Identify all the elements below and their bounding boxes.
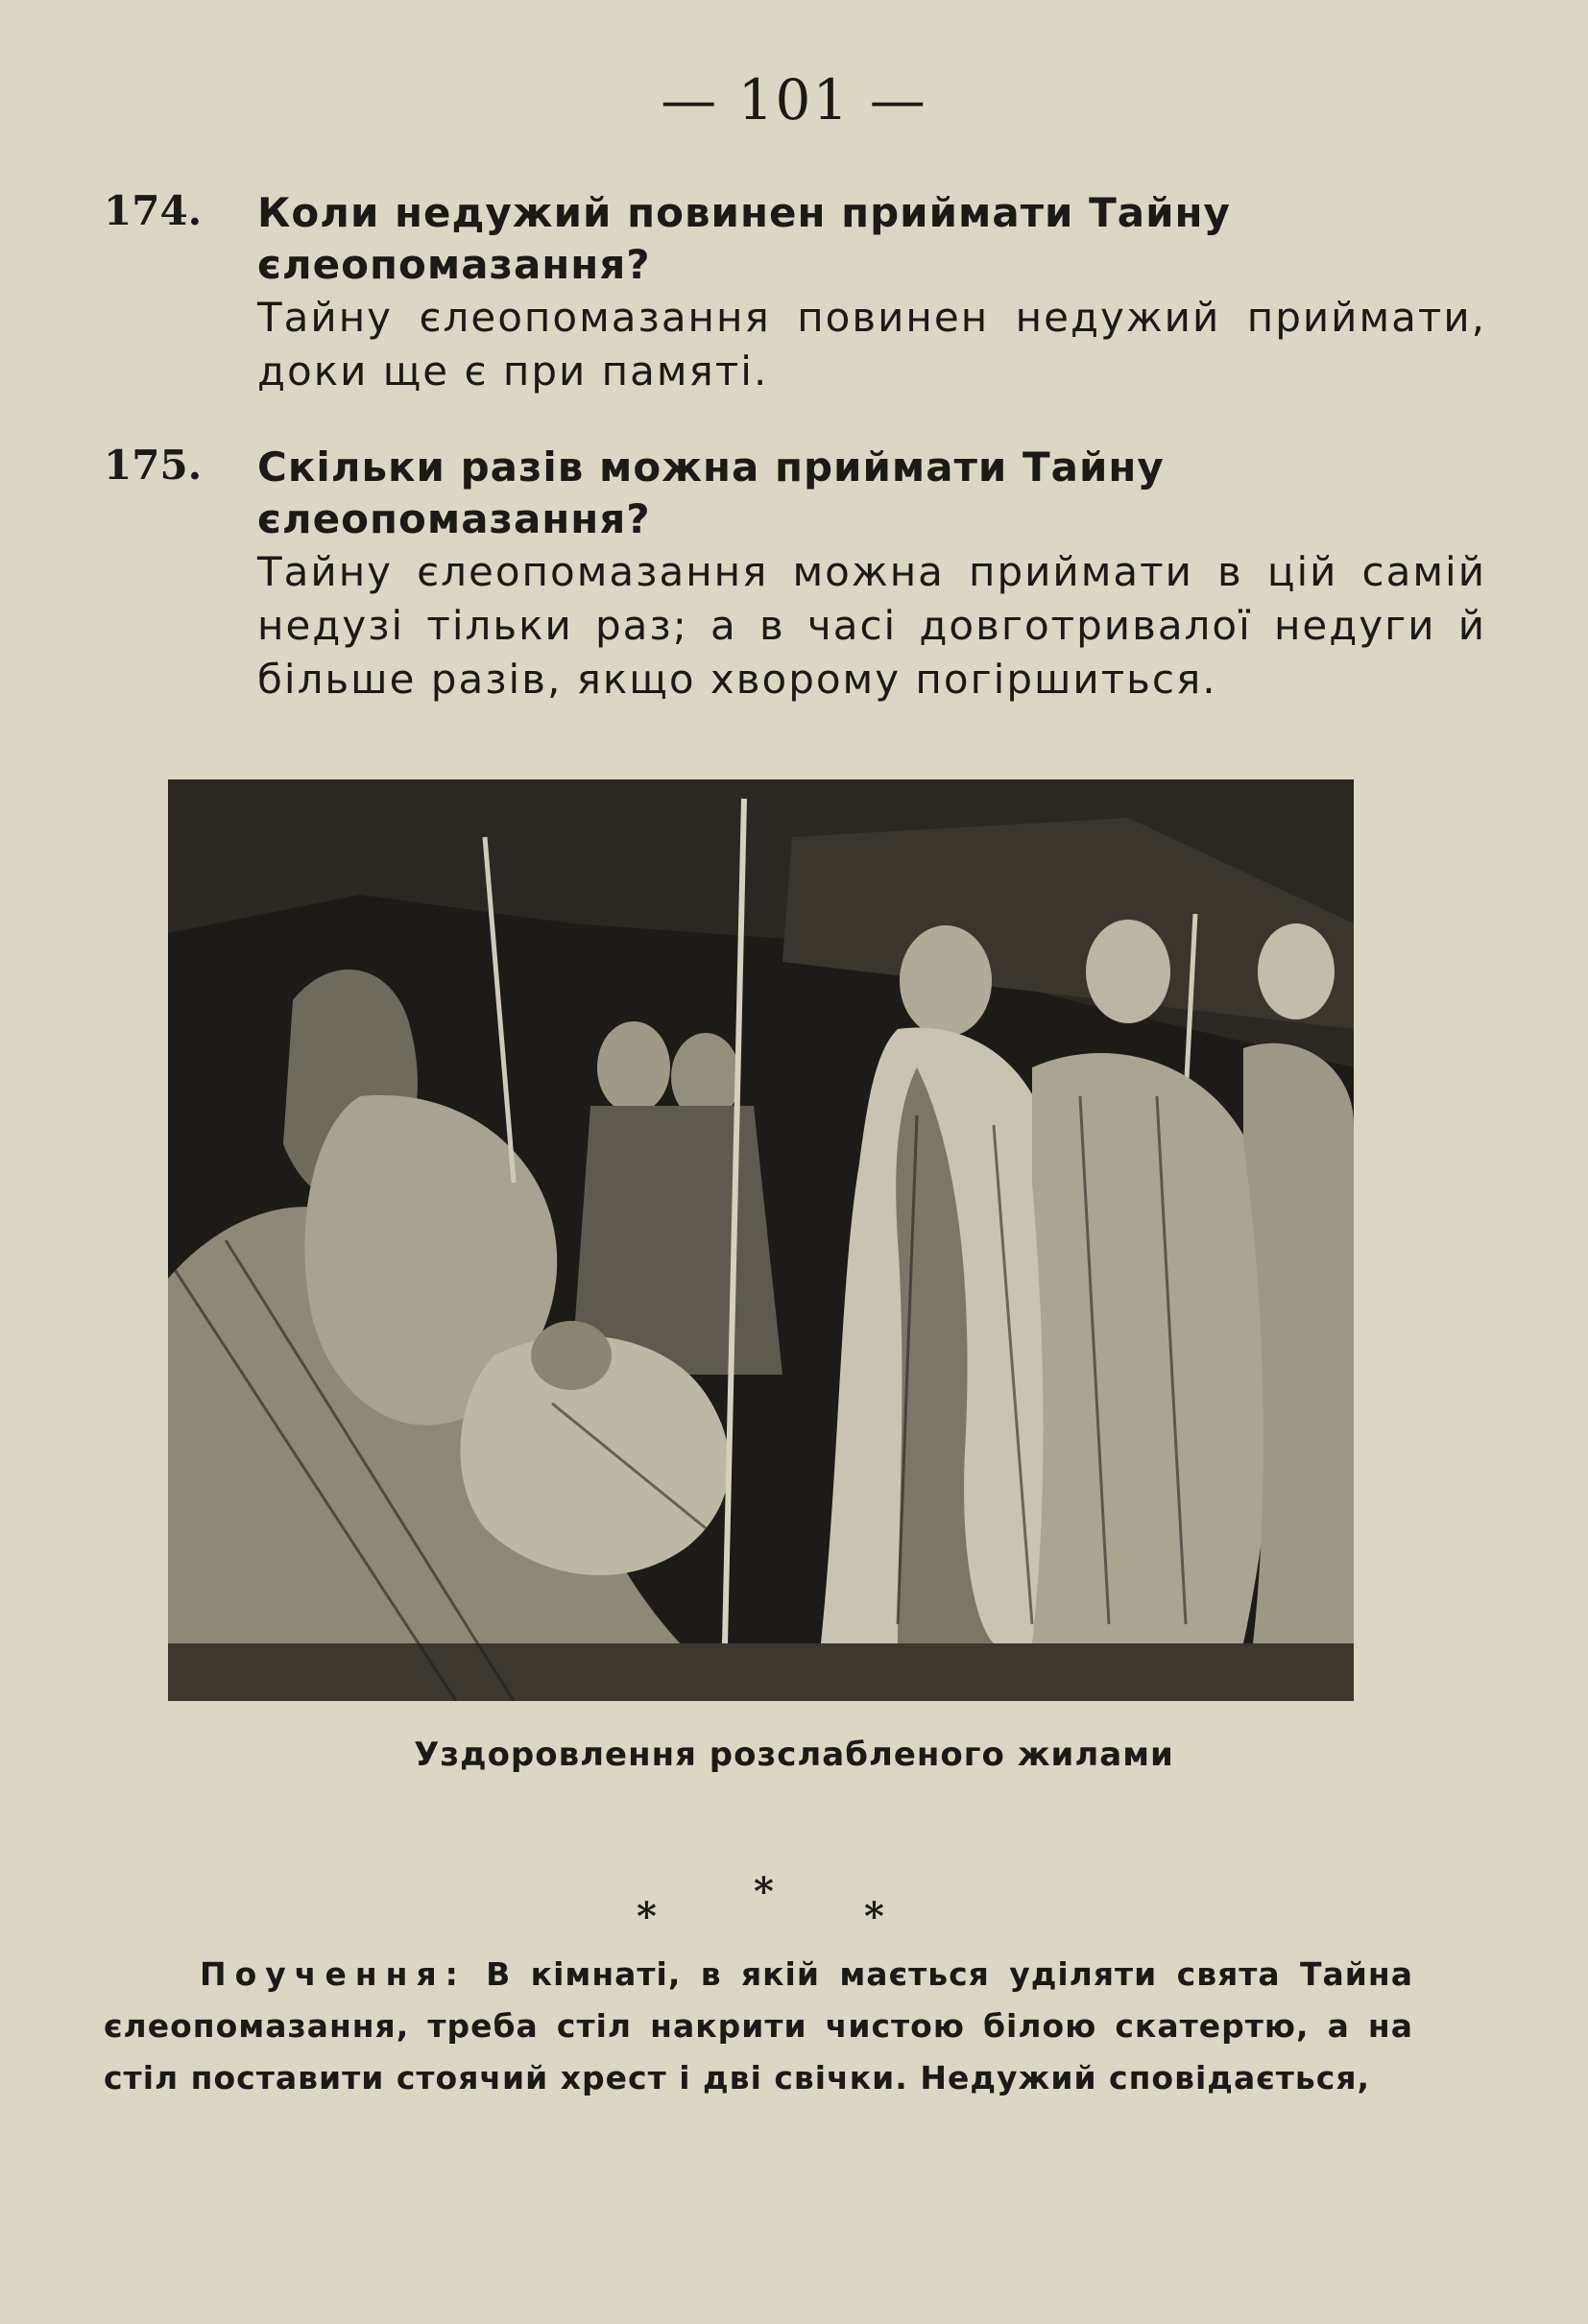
question-block-175 bbox=[104, 442, 1486, 707]
teaching-text: В кімнаті, в якій мається уділяти свята Тайна єлеопомазання, треба стіл накрити чистою білою скатертю, а на стіл поставити стоячий хрест і дві свічки. Недужий сповідається, bbox=[104, 1955, 1413, 2096]
engraving-picture bbox=[168, 779, 1354, 1701]
asterisk: * bbox=[637, 1894, 657, 1939]
answer-text: Тайну єлеопомазання повинен недужий приймати, доки ще є при памяті. bbox=[257, 294, 1486, 395]
question-number: 175. bbox=[104, 442, 203, 489]
answer-text: Тайну єлеопомазання можна приймати в цій самій недузі тільки раз; а в часі довготривалої недуги й більше разів, якщо хворому погіршиться. bbox=[257, 548, 1486, 703]
question-text: Коли недужий повинен приймати Тайну єлеопомазання? bbox=[257, 189, 1231, 288]
page-number: — 101 — bbox=[661, 67, 927, 132]
asterisk: * bbox=[864, 1894, 884, 1939]
illustration-caption: Уздоровлення розслабленого жилами bbox=[414, 1736, 1174, 1774]
question-text: Скільки разів можна приймати Тайну єлеопомазання? bbox=[257, 443, 1165, 542]
teaching-paragraph bbox=[104, 1949, 1413, 2104]
section-divider bbox=[0, 1869, 1588, 1939]
question-number: 174. bbox=[104, 187, 203, 234]
question-block-174 bbox=[104, 187, 1486, 398]
teaching-label: Поучення: bbox=[200, 1955, 467, 1993]
asterisk: * bbox=[754, 1869, 774, 1914]
engraving-illustration bbox=[168, 779, 1354, 1701]
